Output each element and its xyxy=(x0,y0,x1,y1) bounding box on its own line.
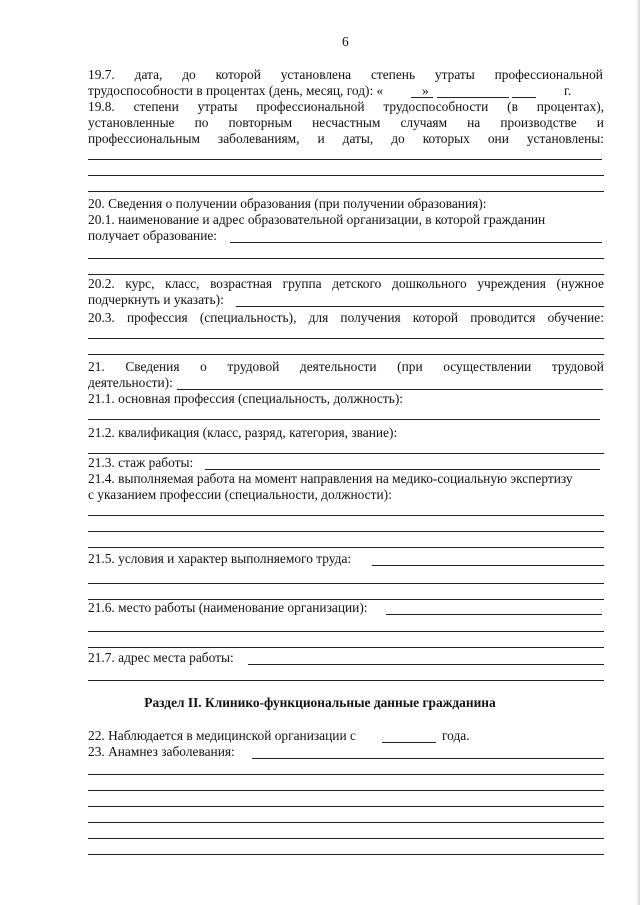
section-20-title: 20. Сведения о получении образования (при получении образования): xyxy=(88,196,487,211)
item-19-7-line1 xyxy=(88,67,603,83)
word: для xyxy=(308,310,329,325)
word: которых xyxy=(422,131,470,146)
word: трудовой xyxy=(551,359,604,374)
date-year-field[interactable] xyxy=(512,97,536,98)
word: процентах), xyxy=(536,99,604,114)
word: и xyxy=(596,115,604,130)
item-20-3-answer-line-1[interactable] xyxy=(88,338,604,339)
item-19-8-line1 xyxy=(88,99,604,115)
year-suffix: г. xyxy=(564,83,572,98)
word: (нужное xyxy=(556,276,604,291)
section-21-field[interactable] xyxy=(177,389,603,390)
item-19-8-line2 xyxy=(88,115,604,131)
item-21-3: 21.3. стаж работы: xyxy=(88,455,194,470)
word: возрастная xyxy=(210,276,272,291)
word: Сведения xyxy=(125,359,180,374)
word: дата, xyxy=(134,67,163,82)
item-23-answer-line-5[interactable] xyxy=(88,838,604,839)
item-21-1-answer-line[interactable] xyxy=(88,419,600,420)
item-20-2-line2: подчеркнуть и указать): xyxy=(88,292,224,307)
word: осуществлении xyxy=(443,359,532,374)
item-19-8-line3 xyxy=(88,131,604,147)
item-21-4-answer-line-3[interactable] xyxy=(88,547,604,548)
item-19-8-answer-line-2[interactable] xyxy=(88,175,604,176)
item-23-answer-line-1[interactable] xyxy=(88,774,604,775)
section-2-title: Раздел II. Клинико-функциональные данные гражданина xyxy=(144,695,496,710)
word: утраты xyxy=(434,67,475,82)
word: получения xyxy=(340,310,401,325)
word: 20.3. xyxy=(88,310,115,325)
word: класс, xyxy=(165,276,200,291)
item-21-4-line1: 21.4. выполняемая работа на момент направления на медико-социальную экспертизу xyxy=(88,471,573,486)
item-20-2-field[interactable] xyxy=(236,306,604,307)
word: (специальность), xyxy=(199,310,297,325)
word: 20.2. xyxy=(88,276,115,291)
word: деятельности xyxy=(299,359,377,374)
word: курс, xyxy=(125,276,155,291)
word: утраты xyxy=(197,99,238,114)
item-22-suffix: года. xyxy=(442,728,470,743)
word: профессия xyxy=(126,310,188,325)
item-21-4-line2: с указанием профессии (специальности, должности): xyxy=(88,487,392,502)
item-20-2-line1 xyxy=(88,276,604,292)
item-23-answer-line-3[interactable] xyxy=(88,806,604,807)
word: которой xyxy=(412,310,459,325)
item-23-field[interactable] xyxy=(252,758,604,759)
word: степени xyxy=(133,99,179,114)
item-23-label: 23. Анамнез заболевания: xyxy=(88,744,235,759)
word: о xyxy=(200,359,207,374)
word: заболеваниям, xyxy=(217,131,300,146)
item-19-8-answer-line-1[interactable] xyxy=(88,159,602,160)
word: и xyxy=(317,131,325,146)
word: 19.8. xyxy=(88,99,115,114)
item-23-answer-line-6[interactable] xyxy=(88,854,604,855)
item-21-7: 21.7. адрес места работы: xyxy=(88,650,234,665)
word: обучение: xyxy=(547,310,604,325)
item-21-2-answer-line[interactable] xyxy=(88,453,604,454)
item-21-7-answer-line[interactable] xyxy=(88,680,604,681)
page-number: 6 xyxy=(342,34,349,49)
word: учреждения xyxy=(477,276,546,291)
word: установленные xyxy=(88,115,175,130)
word: дошкольного xyxy=(392,276,467,291)
quote-close: » xyxy=(422,83,429,98)
item-19-7-line2: трудоспособности в процентах (день, месяц, год): « xyxy=(88,83,384,98)
word: степень xyxy=(370,67,416,82)
item-20-1-line2: получает образование: xyxy=(88,228,218,243)
word: 21. xyxy=(88,359,105,374)
word: даты, xyxy=(342,131,374,146)
item-23-answer-line-2[interactable] xyxy=(88,790,604,791)
word: до xyxy=(391,131,405,146)
word: по xyxy=(194,115,209,130)
item-20-3-answer-line-2[interactable] xyxy=(88,354,604,355)
item-20-1-answer-line-1[interactable] xyxy=(88,258,604,259)
word: трудоспособности xyxy=(383,99,489,114)
word: профессиональным xyxy=(88,131,200,146)
word: случаям xyxy=(400,115,448,130)
page-edge-shadow xyxy=(636,0,640,905)
item-22-year-field[interactable] xyxy=(382,742,436,743)
word: трудовой xyxy=(227,359,280,374)
item-19-8-answer-line-3[interactable] xyxy=(88,191,604,192)
word: производстве xyxy=(500,115,577,130)
word: детского xyxy=(332,276,382,291)
item-21-5-field[interactable] xyxy=(372,565,604,566)
word: они xyxy=(487,131,509,146)
item-21-6-answer-line-1[interactable] xyxy=(88,631,604,632)
section-21-title xyxy=(88,359,604,375)
item-21-4-answer-line-1[interactable] xyxy=(88,515,604,516)
item-21-5-answer-line-1[interactable] xyxy=(88,583,604,584)
word: на xyxy=(467,115,481,130)
word: несчастным xyxy=(312,115,381,130)
word: повторным xyxy=(228,115,293,130)
word: (в xyxy=(507,99,518,114)
word: 19.7. xyxy=(88,67,115,82)
word: профессиональной xyxy=(256,99,365,114)
item-21-3-field[interactable] xyxy=(205,469,600,470)
item-21-7-field[interactable] xyxy=(248,664,604,665)
word: профессиональной xyxy=(494,67,603,82)
item-21-4-answer-line-2[interactable] xyxy=(88,531,604,532)
date-month-field[interactable] xyxy=(437,97,509,98)
item-21-1: 21.1. основная профессия (специальность, должность): xyxy=(88,391,404,406)
word: до xyxy=(182,67,196,82)
item-20-1-field[interactable] xyxy=(230,242,602,243)
section-21-title-line2: деятельности): xyxy=(88,375,173,390)
word: группа xyxy=(282,276,322,291)
item-21-6: 21.6. место работы (наименование организации): xyxy=(88,600,368,615)
word: проводится xyxy=(470,310,536,325)
item-20-1-line1: 20.1. наименование и адрес образовательной организации, в которой гражданин xyxy=(88,212,546,227)
item-21-5: 21.5. условия и характер выполняемого труда: xyxy=(88,551,352,566)
item-22-prefix: 22. Наблюдается в медицинской организации с xyxy=(88,728,356,743)
word: установлена xyxy=(280,67,352,82)
item-20-1-answer-line-2[interactable] xyxy=(88,274,604,275)
item-21-2: 21.2. квалификация (класс, разряд, категория, звание): xyxy=(88,425,398,440)
item-21-6-answer-line-2[interactable] xyxy=(88,647,604,648)
word: установлены: xyxy=(526,131,604,146)
word: (при xyxy=(397,359,423,374)
item-23-answer-line-4[interactable] xyxy=(88,822,604,823)
word: которой xyxy=(215,67,261,82)
item-20-3 xyxy=(88,310,604,326)
item-21-6-field[interactable] xyxy=(386,614,602,615)
